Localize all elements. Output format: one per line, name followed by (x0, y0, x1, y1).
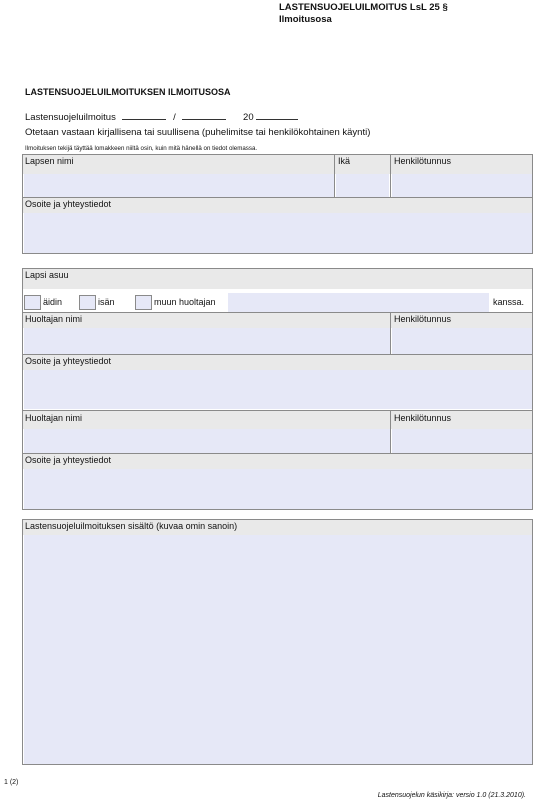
child-info-box (22, 154, 533, 254)
guardian1-header-strip (23, 313, 532, 328)
year-prefix: 20 (243, 112, 254, 123)
guardian1-id-field[interactable] (392, 328, 532, 354)
instruction-text: Ilmoituksen tekijä täyttää lomakkeen niiltä osin, kuin mitä hänellä on tiedot olemassa. (25, 145, 258, 152)
guardian2-address-label: Osoite ja yhteystiedot (25, 455, 112, 465)
received-text: Otetaan vastaan kirjallisena tai suullisena (puhelimitse tai henkilökohtainen käynti) (25, 127, 371, 138)
other-guardian-option-label: muun huoltajan (154, 297, 216, 307)
divider (390, 155, 391, 198)
lives-with-label: Lapsi asuu (25, 270, 69, 280)
page-number: 1 (2) (4, 779, 19, 786)
notice-date-line (25, 111, 298, 123)
child-id-label: Henkilötunnus (394, 156, 452, 166)
age-field[interactable] (336, 174, 389, 197)
guardian2-header-strip (23, 411, 532, 429)
guardian2-name-field[interactable] (24, 429, 390, 453)
child-address-field[interactable] (24, 213, 532, 253)
day-field[interactable] (122, 111, 166, 120)
guardians-box (22, 268, 533, 510)
child-id-field[interactable] (392, 174, 532, 197)
guardian2-name-label: Huoltajan nimi (25, 413, 83, 423)
content-box (22, 519, 533, 765)
age-label: Ikä (338, 156, 351, 166)
mother-checkbox[interactable] (24, 295, 41, 310)
lives-with-strip (23, 269, 532, 289)
divider (390, 411, 391, 454)
guardian1-address-field[interactable] (24, 370, 532, 409)
child-name-field[interactable] (24, 174, 334, 197)
guardian2-id-label: Henkilötunnus (394, 413, 452, 423)
other-guardian-checkbox[interactable] (135, 295, 152, 310)
other-guardian-field[interactable] (228, 293, 489, 312)
with-suffix-label: kanssa. (493, 297, 525, 307)
date-separator: / (173, 112, 176, 123)
father-checkbox[interactable] (79, 295, 96, 310)
guardian1-address-label: Osoite ja yhteystiedot (25, 356, 112, 366)
divider (334, 155, 335, 198)
guardian1-name-label: Huoltajan nimi (25, 314, 83, 324)
document-subtitle: Ilmoitusosa (279, 14, 332, 25)
content-label: Lastensuojeluilmoituksen sisältö (kuvaa omin sanoin) (25, 521, 238, 531)
divider (390, 313, 391, 355)
guardian1-id-label: Henkilötunnus (394, 314, 452, 324)
document-title: LASTENSUOJELUILMOITUS LsL 25 § (279, 2, 448, 13)
guardian2-address-field[interactable] (24, 469, 532, 509)
year-field[interactable] (256, 111, 298, 120)
child-header-strip (23, 155, 532, 174)
month-field[interactable] (182, 111, 226, 120)
mother-option-label: äidin (43, 297, 63, 307)
content-field[interactable] (24, 535, 532, 764)
guardian1-name-field[interactable] (24, 328, 390, 354)
guardian2-id-field[interactable] (392, 429, 532, 453)
father-option-label: isän (98, 297, 115, 307)
form-title: LASTENSUOJELUILMOITUKSEN ILMOITUSOSA (25, 87, 231, 97)
child-name-label: Lapsen nimi (25, 156, 74, 166)
child-address-label: Osoite ja yhteystiedot (25, 199, 112, 209)
version-note: Lastensuojelun käsikirja: versio 1.0 (21.3.2010). (377, 792, 526, 799)
notice-label: Lastensuojeluilmoitus (25, 112, 116, 123)
